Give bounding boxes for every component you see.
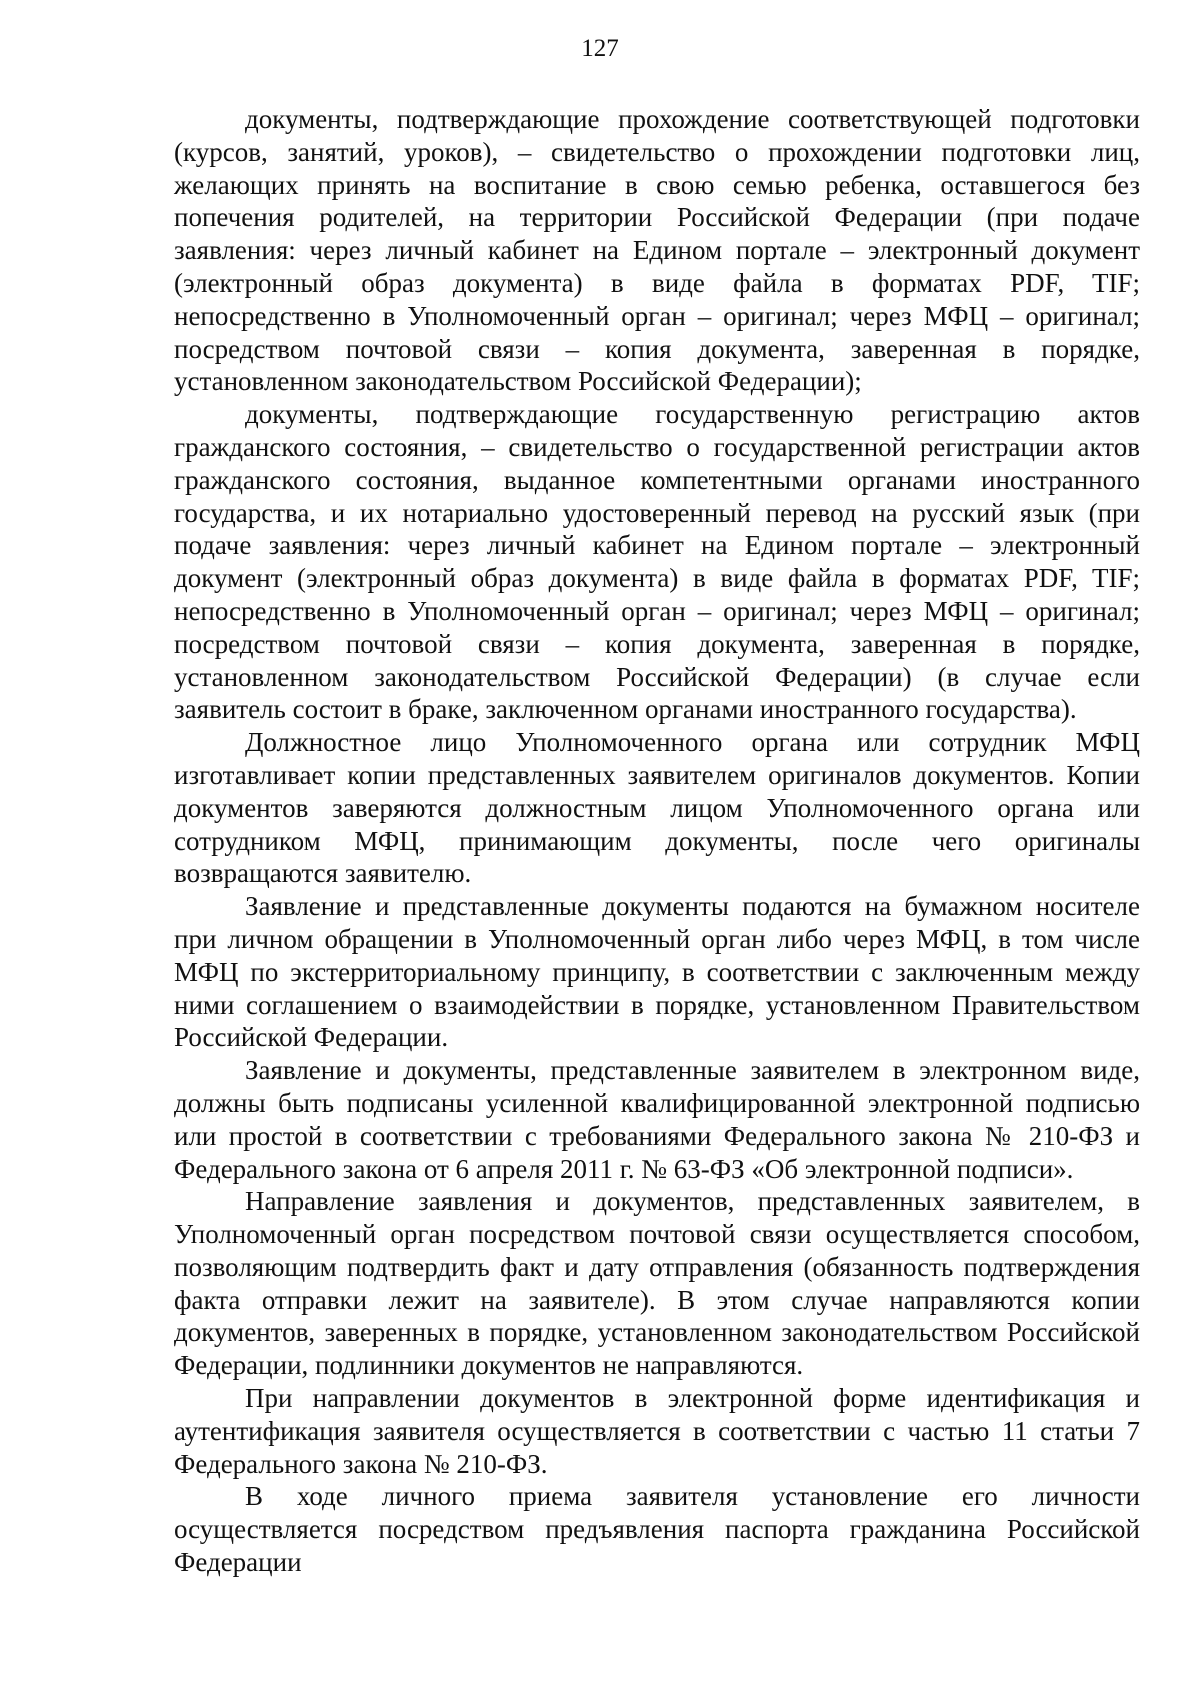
paragraph-electronic-identification: При направлении документов в электронной форме идентификация и аутентификация заявителя осуществляется в соответствии с частью 11 статьи 7 Федерального закона № 210-ФЗ. (174, 1383, 1140, 1479)
page-number: 127 (581, 35, 619, 62)
paragraph-postal-submission: Направление заявления и документов, представленных заявителем, в Уполномоченный орган посредством почтовой связи осуществляется способом, позволяющим подтвердить факт и дату отправления (обязанность подтверждения факта отправки лежит на заявителе). В этом случае направляются копии документов, заверенных в порядке, установленном законодательством Российской Федерации, подлинники документов не направляются. (174, 1186, 1140, 1381)
paragraph-training-documents: документы, подтверждающие прохождение соответствующей подготовки (курсов, занятий, уроков), – свидетельство о прохождении подготовки лиц, желающих принять на воспитание в свою семью ребенка, оставшегося без попечения родителей, на территории Российской Федерации (при подаче заявления: через личный кабинет на Едином портале – электронный документ (электронный образ документа) в виде файла в форматах PDF, TIF; непосредственно в Уполномоченный орган – оригинал; через МФЦ – оригинал; посредством почтовой связи – копия документа, заверенная в порядке, установленном законодательством Российской Федерации); (174, 104, 1140, 397)
paragraph-paper-submission: Заявление и представленные документы подаются на бумажном носителе при личном обращении в Уполномоченный орган либо через МФЦ, в том числе МФЦ по экстерриториальному принципу, в соответствии с заключенным между ними соглашением о взаимодействии в порядке, установленном Правительством Российской Федерации. (174, 891, 1140, 1053)
paragraph-civil-registration-documents: документы, подтверждающие государственную регистрацию актов гражданского состояния, – свидетельство о государственной регистрации актов гражданского состояния, выданное компетентными органами иностранного государства, и их нотариально удостоверенный перевод на русский язык (при подаче заявления: через личный кабинет на Едином портале – электронный документ (электронный образ документа) в виде файла в форматах PDF, TIF; непосредственно в Уполномоченный орган – оригинал; через МФЦ – оригинал; посредством почтовой связи – копия документа, заверенная в порядке, установленном законодательством Российской Федерации) (в случае если заявитель состоит в браке, заключенном органами иностранного государства). (174, 399, 1140, 725)
paragraph-personal-reception: В ходе личного приема заявителя установление его личности осуществляется посредством предъявления паспорта гражданина Российской Федерации (174, 1481, 1140, 1578)
document-body (174, 103, 1140, 1579)
paragraph-electronic-signature: Заявление и документы, представленные заявителем в электронном виде, должны быть подписаны усиленной квалифицированной электронной подписью или простой в соответствии с требованиями Федерального закона № 210-ФЗ и Федерального закона от 6 апреля 2011 г. № 63-ФЗ «Об электронной подписи». (174, 1055, 1140, 1184)
paragraph-copies-certification: Должностное лицо Уполномоченного органа или сотрудник МФЦ изготавливает копии представленных заявителем оригиналов документов. Копии документов заверяются должностным лицом Уполномоченного органа или сотрудником МФЦ, принимающим документы, после чего оригиналы возвращаются заявителю. (174, 727, 1140, 889)
